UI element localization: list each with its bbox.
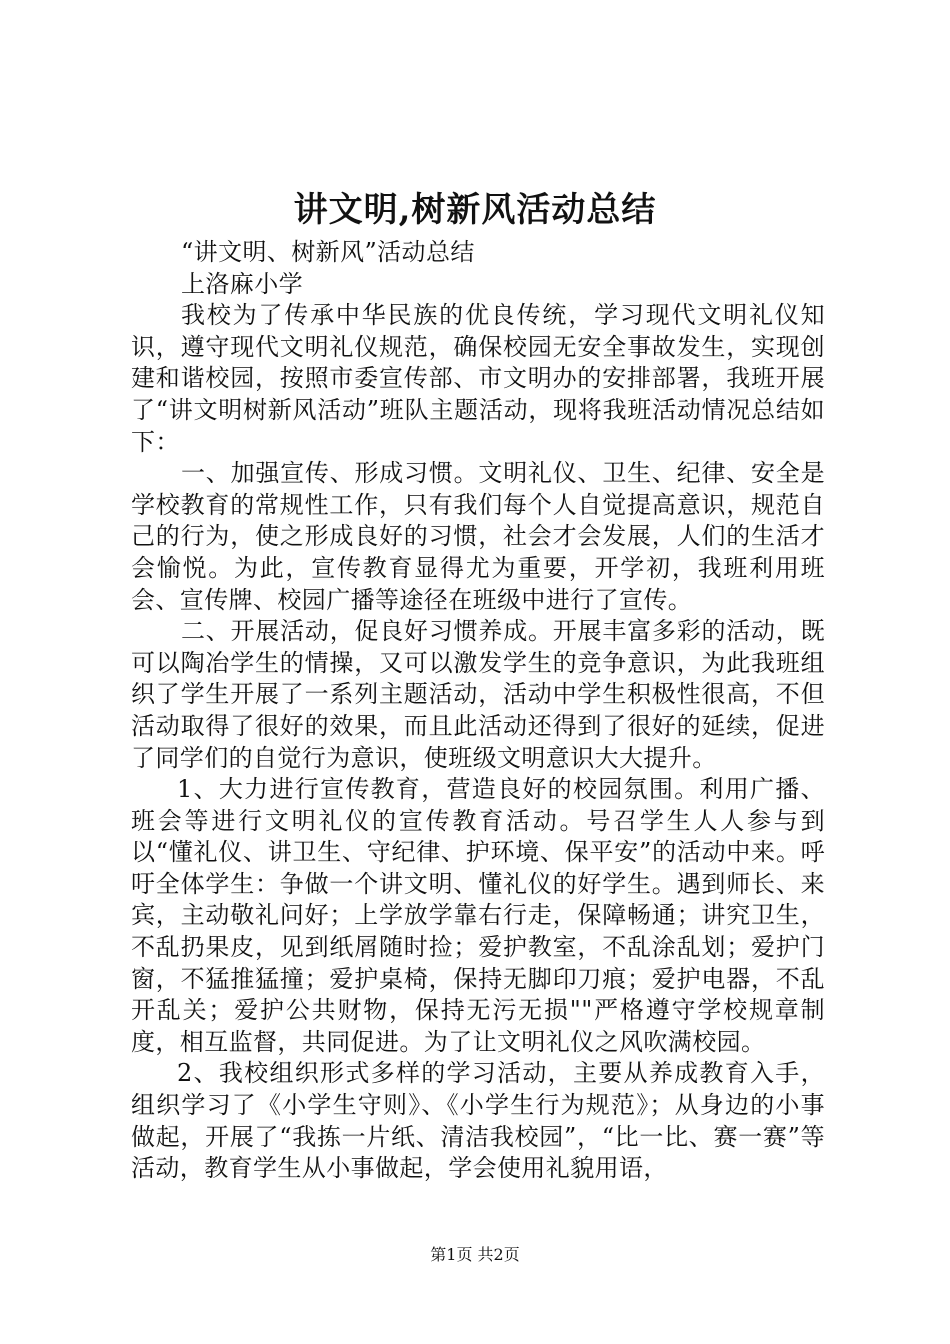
paragraph-section-one: 一、加强宣传、形成习惯。文明礼仪、卫生、纪律、安全是学校教育的常规性工作，只有我们每个人自觉提高意识，规范自己的行为，使之形成良好的习惯，社会才会发展，人们的生活才会愉悦。为此，宣传教育显得尤为重要，开学初，我班利用班会、宣传牌、校园广播等途径在班级中进行了宣传。 xyxy=(131,459,825,614)
document-subtitle: “讲文明、树新风”活动总结 xyxy=(181,238,475,266)
document-body xyxy=(131,237,825,1185)
paragraph-item-one: 1、大力进行宣传教育，营造良好的校园氛围。利用广播、班会等进行文明礼仪的宣传教育活动。号召学生人人参与到以“懂礼仪、讲卫生、守纪律、护环境、保平安”的活动中来。呼吁全体学生：争做一个讲文明、懂礼仪的好学生。遇到师长、来宾，主动敬礼问好；上学放学靠右行走，保障畅通；讲究卫生，不乱扔果皮，见到纸屑随时捡；爱护教室，不乱涂乱划；爱护门窗，不猛推猛撞；爱护桌椅，保持无脚印刀痕；爱护电器，不乱开乱关；爱护公共财物，保持无污无损""严格遵守学校规章制度，相互监督，共同促进。为了让文明礼仪之风吹满校园。 xyxy=(131,775,825,1056)
document-title: 讲文明,树新风活动总结 xyxy=(293,190,657,230)
paragraph-item-two: 2、我校组织形式多样的学习活动，主要从养成教育入手，组织学习了《小学生守则》、《小学生行为规范》；从身边的小事做起，开展了“我拣一片纸、清洁我校园”，“比一比、赛一赛”等活动，教育学生从小事做起，学会使用礼貌用语， xyxy=(131,1059,825,1183)
paragraph-section-two: 二、开展活动，促良好习惯养成。开展丰富多彩的活动，既可以陶冶学生的情操，又可以激发学生的竞争意识，为此我班组织了学生开展了一系列主题活动，活动中学生积极性很高，不但活动取得了很好的效果，而且此活动还得到了很好的延续，促进了同学们的自觉行为意识，使班级文明意识大大提升。 xyxy=(131,617,825,772)
school-name: 上洛麻小学 xyxy=(181,269,303,298)
paragraph-intro: 我校为了传承中华民族的优良传统，学习现代文明礼仪知识，遵守现代文明礼仪规范，确保校园无安全事故发生，实现创建和谐校园，按照市委宣传部、市文明办的安排部署，我班开展了“讲文明树新风活动”班队主题活动，现将我班活动情况总结如下： xyxy=(131,301,825,456)
page-footer: 第1页 共2页 xyxy=(430,1245,520,1264)
